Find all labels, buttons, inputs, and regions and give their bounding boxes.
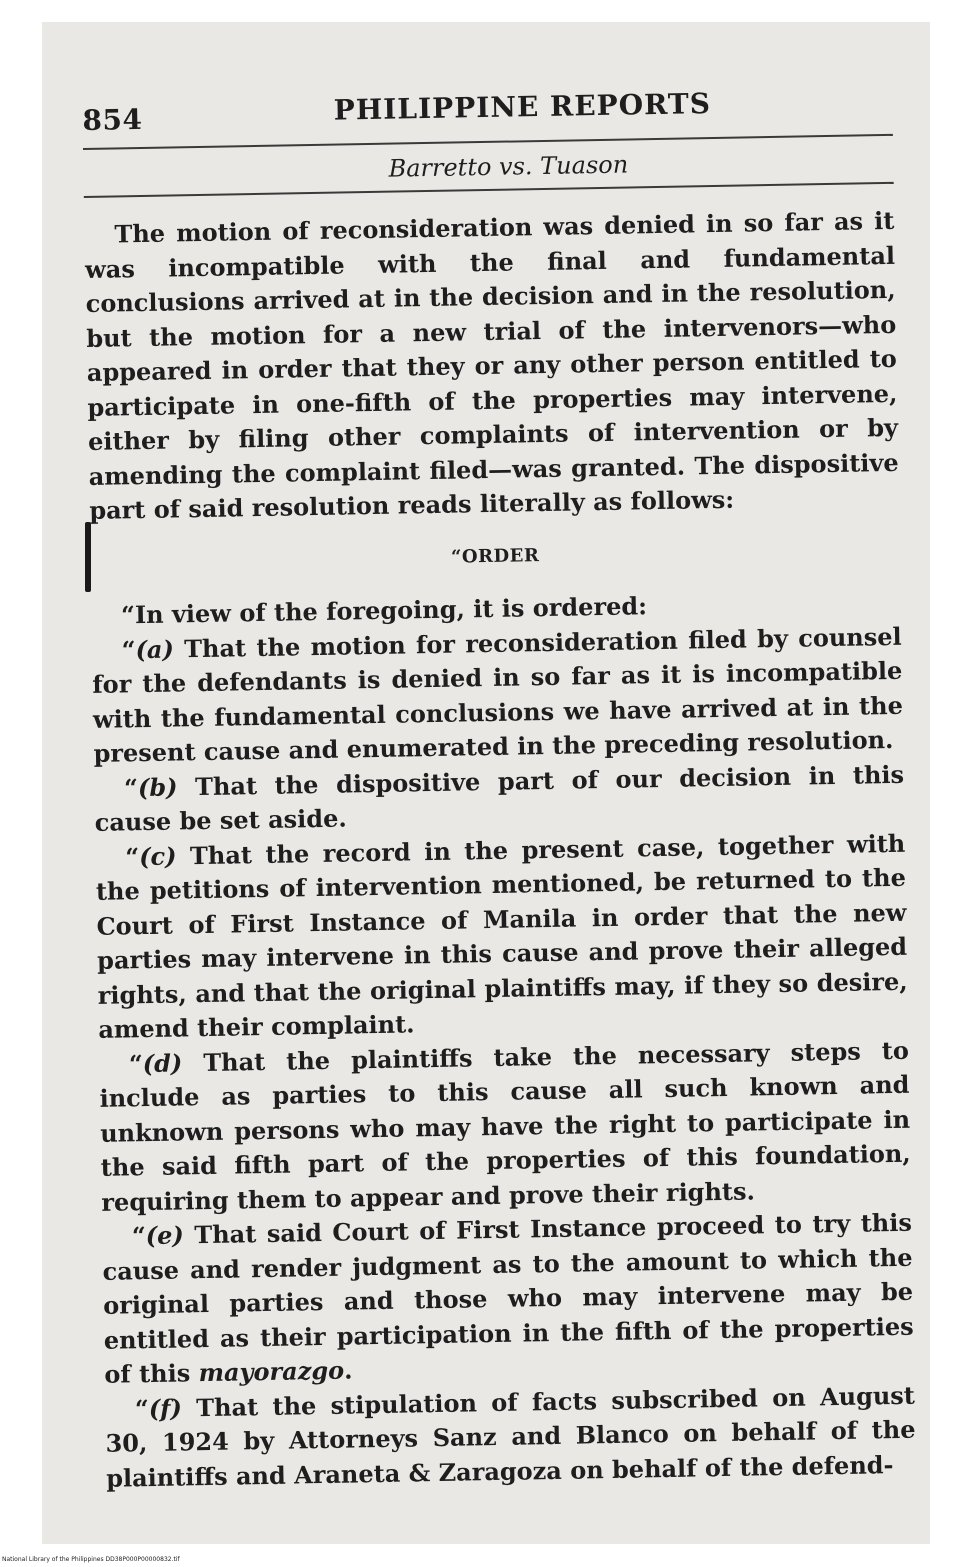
order-item-marker: (f) (148, 1392, 183, 1423)
order-item-a: “(a) That the motion for reconsideration filed by counsel for the defendants is denied in so far as it is incompatible with the fundamental conclusions we have arrived at in the present cause and enumerated in the preceding resolution. (92, 621, 904, 768)
scan-source-note: National Library of the Philippines DD38P000P00000832.tif (2, 1556, 180, 1563)
order-item-marker: (e) (145, 1220, 185, 1251)
order-item-marker: (a) (135, 633, 175, 664)
order-item-marker: (b) (137, 771, 178, 802)
order-preamble: “In view of the foregoing, it is ordered: (120, 591, 648, 630)
order-item-text: That the plaintiffs take the necessary steps to include as parties to this cause all such known and unknown persons who may have the right to participate in the said fifth part of the properties of this foundation, requiring them to appear and prove their rights. (99, 1035, 911, 1217)
order-heading: “ORDER (450, 544, 540, 568)
order-item-c: “(c) That the record in the present case, together with the petitions of intervention mentioned, be returned to the Court of First Instance of Manila in order that the new parties may intervene in this cause and prove their alleged rights, and that the original plaintiffs may, if they so desire, amend their complaint. (95, 828, 908, 1044)
order-item-text: That the record in the present case, together with the petitions of intervention mentioned, be returned to the Court of First Instance of Manila in order that the new parties may intervene in this cause and prove their alleged rights, and that the original plaintiffs may, if they so desire, amend their complaint. (95, 828, 908, 1044)
order-item-text: That the motion for reconsideration filed by counsel for the defendants is denied in so far as it is incompatible with the fundamental conclusions we have arrived at in the present cause and enumerated in the preceding resolution. (92, 621, 904, 768)
order-item-d: “(d) That the plaintiffs take the necessary steps to include as parties to this cause all such known and unknown persons who may have the right to participate in the said fifth part of the properties of this foundation, requiring them to appear and prove their rights. (99, 1035, 911, 1217)
order-item-text: That said Court of First Instance proceed to try this cause and render judgment as to the amount to which the original parties and those who may intervene may be entitled as their participation in the fifth of the properties of this (102, 1207, 914, 1389)
order-item-e: “(e) That said Court of First Instance proceed to try this cause and render judgment as to the amount to which the original parties and those who may intervene may be entitled as their participation in the fifth of the properties of this mayorazgo. (102, 1207, 914, 1389)
order-item-text: That the dispositive part of our decision in this cause be set aside. (94, 759, 905, 837)
order-item-marker: (c) (138, 840, 177, 871)
scanned-page (42, 22, 930, 1544)
page-number: 854 (82, 102, 143, 137)
page-content (82, 78, 916, 1496)
body-text (84, 204, 916, 1496)
intro-paragraph: The motion of reconsideration was denied in so far as it was incompatible with the final and fundamental conclusions arrived at in the decision and in the resolution, but the motion for a new trial of the intervenors—who appeared in order that they or any other person entitled to participate in one-fifth of the properties may intervene, either by filing other complaints of intervention or by amending the complaint filed—was granted. The dispositive part of said resolution reads literally as follows: (84, 205, 899, 525)
running-title: PHILIPPINE REPORTS (333, 87, 712, 127)
order-item-b: “(b) That the dispositive part of our decision in this cause be set aside. (94, 759, 905, 837)
order-item-text: That the stipulation of facts subscribed on August 30, 1924 by Attorneys Sanz and Blanco on behalf of the plaintiffs and Araneta & Zaragoza on behalf of the defend- (105, 1380, 916, 1493)
order-item-f: “(f) That the stipulation of facts subscribed on August 30, 1924 by Attorneys Sanz and Blanco on behalf of the plaintiffs and Araneta & Zaragoza on behalf of the defend- (105, 1380, 916, 1493)
italic-term: mayorazgo (198, 1355, 345, 1388)
order-item-marker: (d) (142, 1047, 183, 1078)
order-item-punct: . (343, 1355, 353, 1385)
case-title: Barretto vs. Tuason (388, 150, 629, 183)
order-section (91, 585, 917, 1496)
